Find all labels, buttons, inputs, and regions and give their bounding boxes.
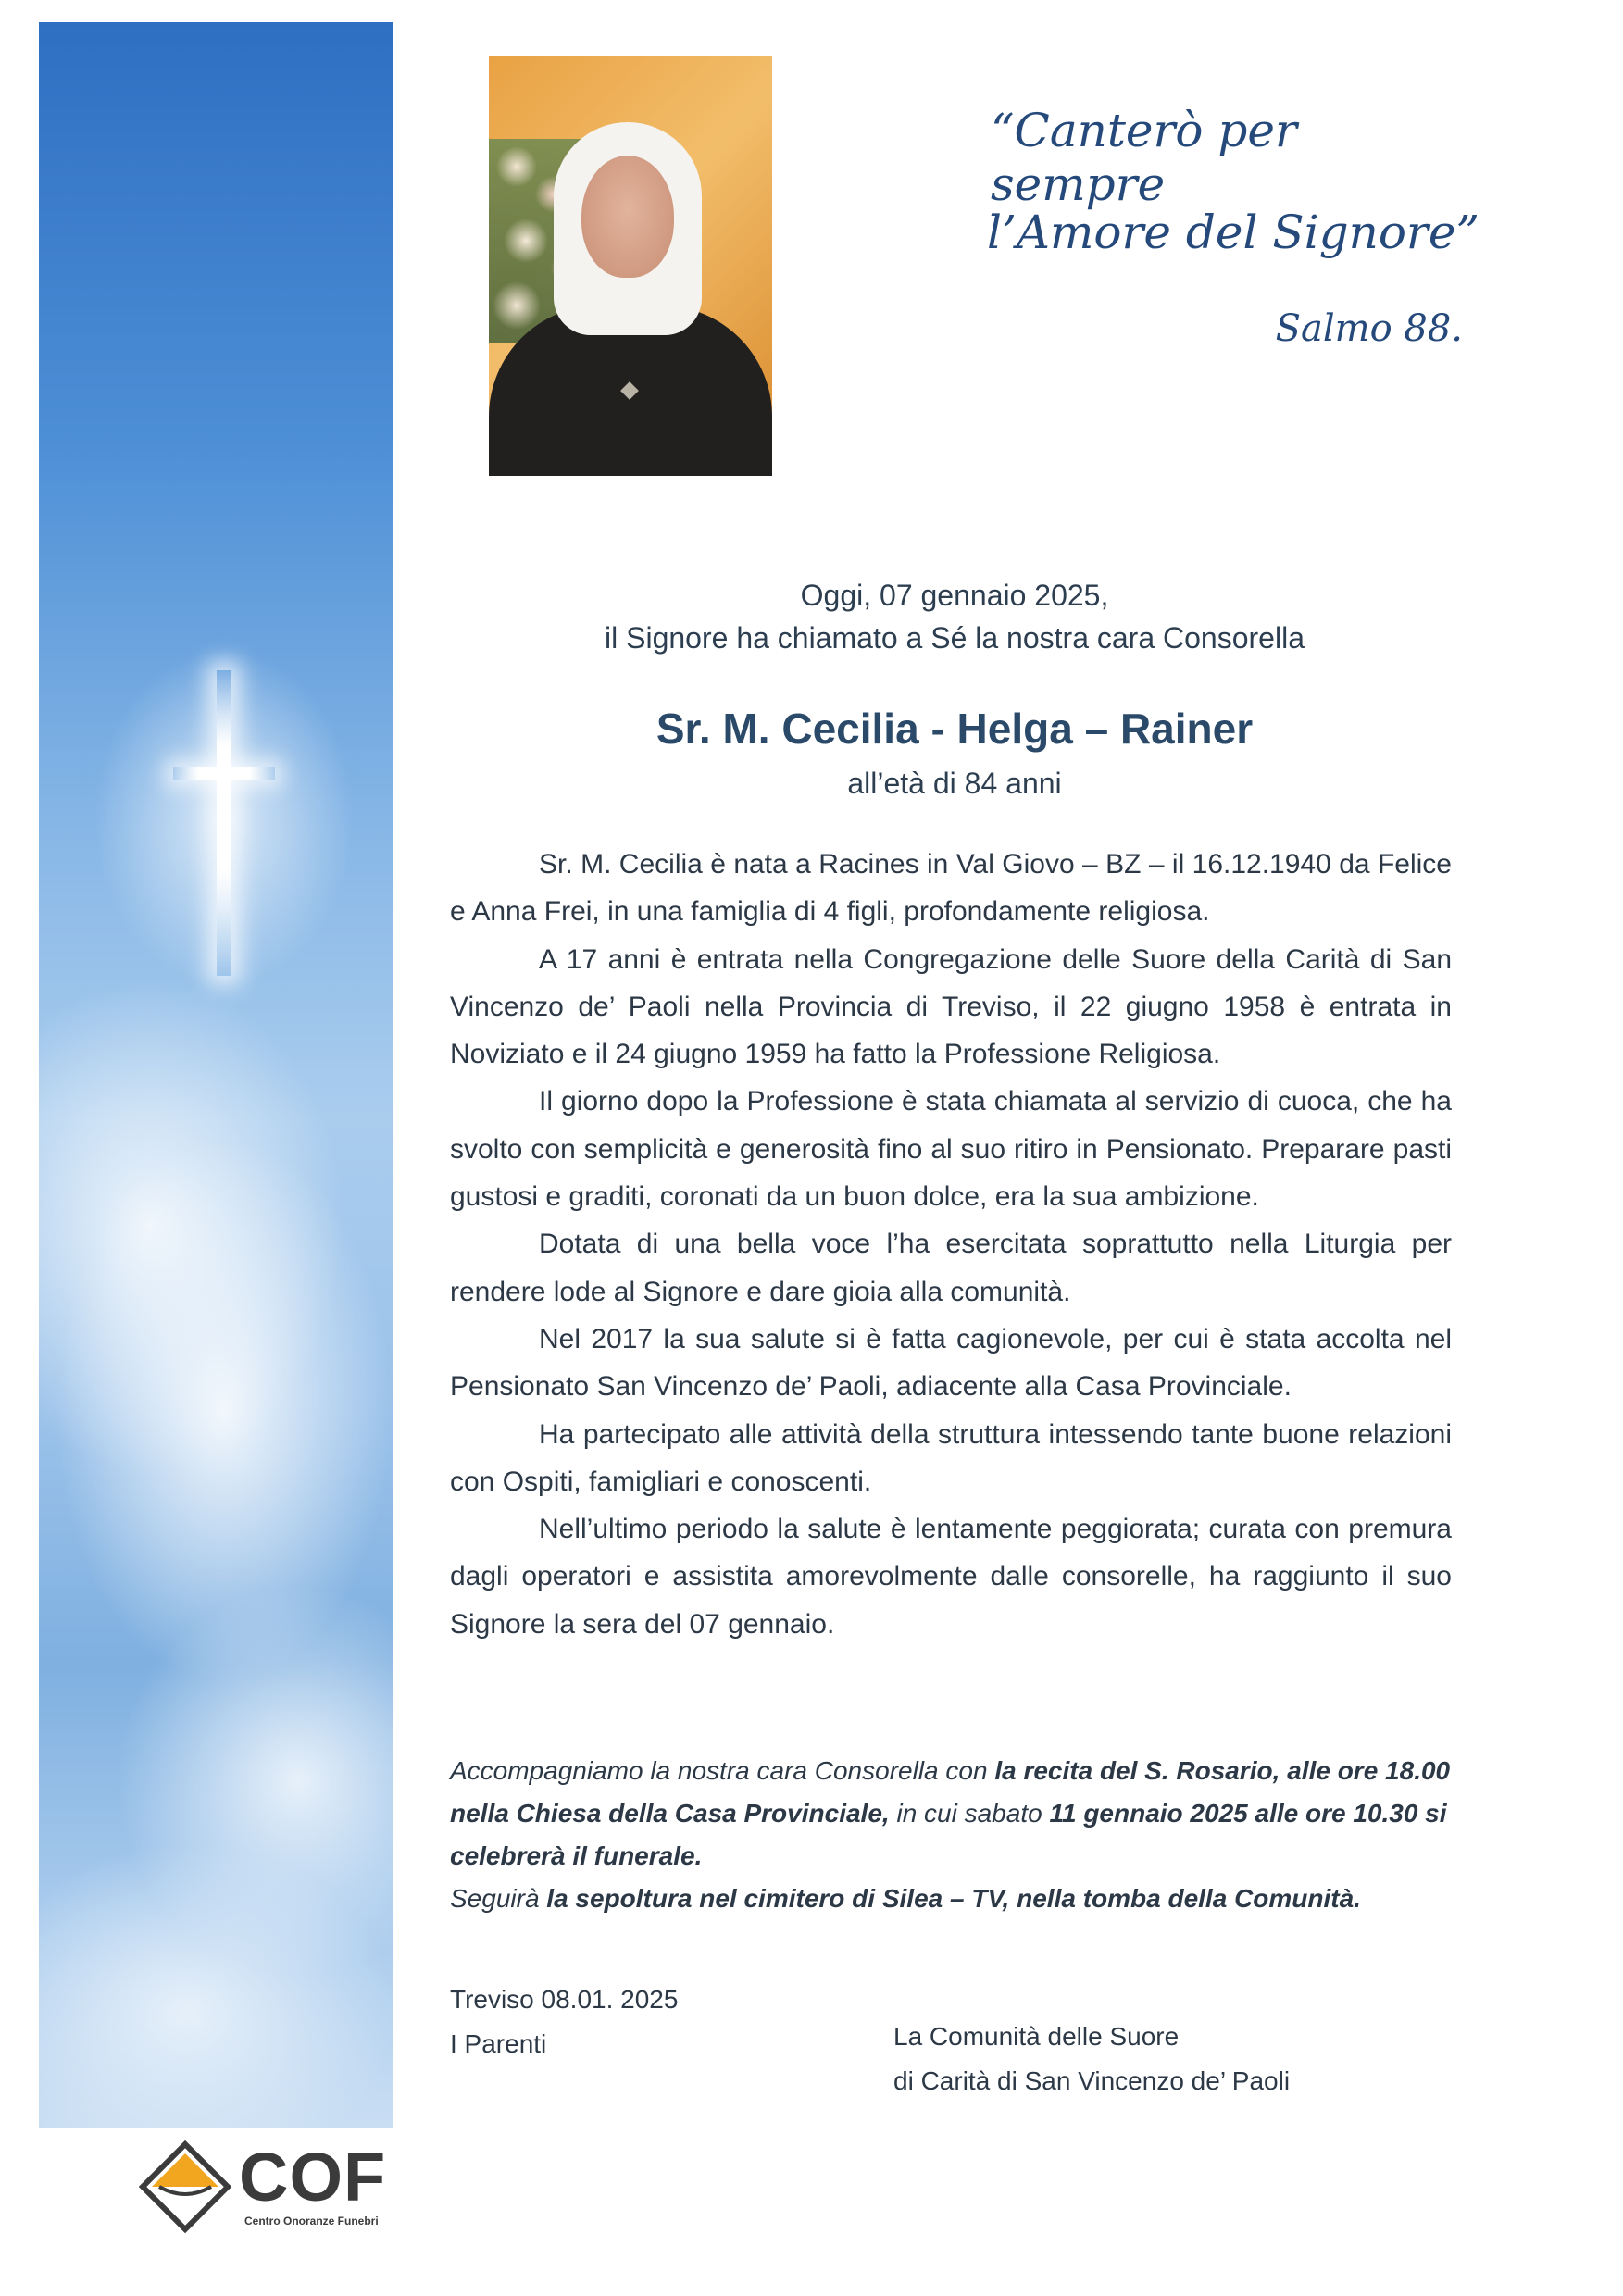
biography-paragraph: Nell’ultimo periodo la salute è lentamente peggiorata; curata con premura dagli operatori e assistita amorevolmente dalle consorelle, ha raggiunto il suo Signore la sera del 07 gennaio. [450, 1514, 1452, 1640]
announcement-call-line: il Signore ha chiamato a Sé la nostra cara Consorella [605, 621, 1305, 655]
verse-line-1: “Canterò per sempre [991, 104, 1297, 211]
community-line-2: di Carità di San Vincenzo de’ Paoli [893, 2066, 1291, 2095]
diamond-logo-icon [139, 2140, 231, 2233]
portrait-photo [489, 56, 772, 476]
biography-paragraph: Ha partecipato alle attività della struttura intessendo tante buone relazioni con Ospiti, famigliari e conoscenti. [450, 1418, 1452, 1497]
notice-text: Seguirà [450, 1884, 547, 1913]
community-signature [893, 2015, 1290, 2103]
face [581, 156, 674, 278]
sky-background-band [39, 22, 393, 2128]
deceased-age: all’età di 84 anni [847, 767, 1062, 800]
funeral-notice-paragraph [450, 1750, 1452, 1878]
cross-horizontal-beam [173, 767, 275, 780]
cof-logo [139, 2140, 407, 2233]
notice-text: in cui sabato [889, 1799, 1050, 1828]
verse-source: Salmo 88. [1275, 307, 1463, 350]
burial-details: la sepoltura nel cimitero di Silea – TV, nella tomba della Comunità. [546, 1884, 1361, 1913]
funeral-details: 11 gennaio 2025 alle ore 10.30 si celebrerà il funerale. [450, 1799, 1447, 1870]
logo-subtitle: Centro Onoranze Funebri [244, 2215, 379, 2227]
funeral-notice [450, 1750, 1452, 1920]
announcement-intro [450, 574, 1459, 659]
biography [450, 841, 1452, 1648]
community-line-1: La Comunità delle Suore [893, 2022, 1180, 2051]
logo-name: COF [239, 2139, 387, 2215]
deceased-name: Sr. M. Cecilia - Helga – Rainer [655, 705, 1254, 753]
burial-paragraph [450, 1878, 1452, 1920]
biography-paragraph: A 17 anni è entrata nella Congregazione delle Suore della Carità di San Vincenzo de’ Paoli nella Provincia di Treviso, il 22 giugno 1958 è entrata in Noviziato e il 24 giugno 1959 ha fatto la Professione Religiosa. [450, 943, 1452, 1070]
rosary-details: la recita del S. Rosario, alle ore 18.00 nella Chiesa della Casa Provinciale, [450, 1756, 1451, 1828]
verse-line-2: l’Amore del Signore” [987, 206, 1479, 259]
relatives-signature: I Parenti [450, 2029, 547, 2058]
notice-text: Accompagniamo la nostra cara Consorella con [450, 1756, 995, 1785]
place-date: Treviso 08.01. 2025 [450, 1985, 679, 2014]
biography-paragraph: Nel 2017 la sua salute si è fatta cagionevole, per cui è stata accolta nel Pensionato San Vincenzo de’ Paoli, adiacente alla Casa Provinciale. [450, 1323, 1452, 1403]
psalm-verse [981, 104, 1481, 363]
announcement-date-line: Oggi, 07 gennaio 2025, [800, 579, 1109, 612]
biography-paragraph: Dotata di una bella voce l’ha esercitata soprattutto nella Liturgia per rendere lode al Signore e dare gioia alla comunità. [450, 1229, 1452, 1307]
cross-of-light [173, 670, 275, 976]
biography-paragraph: Il giorno dopo la Professione è stata chiamata al servizio di cuoca, che ha svolto con semplicità e generosità fino al suo ritiro in Pensionato. Preparare pasti gustosi e graditi, coronati da un buon dolce, era la sua ambizione. [450, 1086, 1452, 1213]
footer-left [450, 1978, 678, 2066]
cross-vertical-beam [217, 670, 231, 976]
biography-paragraph: Sr. M. Cecilia è nata a Racines in Val Giovo – BZ – il 16.12.1940 da Felice e Anna Frei, in una famiglia di 4 figli, profondamente religiosa. [450, 849, 1452, 928]
